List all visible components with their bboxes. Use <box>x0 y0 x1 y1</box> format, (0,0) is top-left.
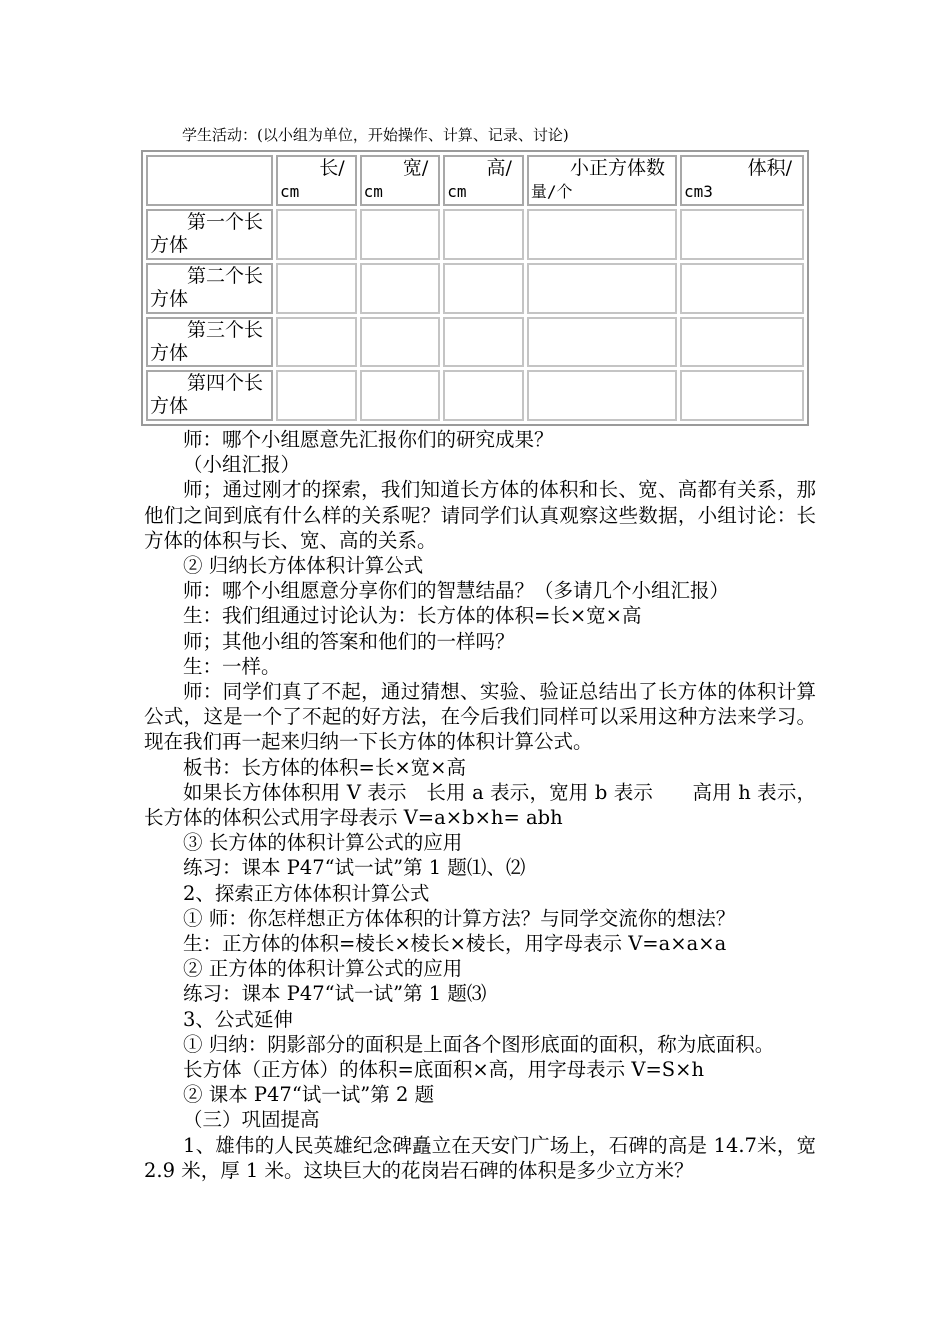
empty-cell <box>276 317 357 368</box>
lesson-body <box>144 427 816 1183</box>
header-cell-cube-count: 小正方体数 量/个 <box>527 155 677 206</box>
empty-cell <box>527 263 677 314</box>
empty-cell <box>443 317 524 368</box>
header-corner-cell <box>146 155 273 206</box>
empty-cell <box>443 370 524 421</box>
paragraph: 2、探索正方体体积计算公式 <box>183 881 430 905</box>
paragraph: 师：哪个小组愿意分享你们的智慧结晶？（多请几个小组汇报） <box>183 579 730 603</box>
paragraph: ① 归纳：阴影部分的面积是上面各个图形底面的面积，称为底面积。 <box>183 1032 775 1056</box>
empty-cell <box>527 209 677 260</box>
empty-cell <box>680 370 804 421</box>
paragraph: 生：我们组通过讨论认为：长方体的体积=长×宽×高 <box>183 604 642 628</box>
paragraph: 师；其他小组的答案和他们的一样吗？ <box>183 629 515 653</box>
table-row <box>146 370 804 421</box>
record-table <box>141 150 809 426</box>
paragraph: ③ 长方体的体积计算公式的应用 <box>183 831 463 855</box>
table-row <box>146 317 804 368</box>
empty-cell <box>360 317 441 368</box>
paragraph: ② 正方体的体积计算公式的应用 <box>183 957 463 981</box>
header-cell-volume: 体积/ cm3 <box>680 155 804 206</box>
row-label-cell: 第二个长 方体 <box>146 263 273 314</box>
empty-cell <box>680 209 804 260</box>
empty-cell <box>527 317 677 368</box>
table-row <box>146 263 804 314</box>
paragraph: 长方体（正方体）的体积=底面积×高，用字母表示 V=S×h <box>183 1058 705 1082</box>
empty-cell <box>276 263 357 314</box>
table-header-row <box>146 155 804 206</box>
paragraph: 生：一样。 <box>183 654 281 678</box>
empty-cell <box>360 263 441 314</box>
paragraph: 练习：课本 P47“试一试”第 1 题⑶ <box>183 982 487 1006</box>
empty-cell <box>680 263 804 314</box>
paragraph: （小组汇报） <box>183 453 301 477</box>
paragraph: 练习：课本 P47“试一试”第 1 题⑴、⑵ <box>183 856 526 880</box>
empty-cell <box>680 317 804 368</box>
row-label-cell: 第一个长 方体 <box>146 209 273 260</box>
paragraph: （三）巩固提高 <box>183 1108 320 1132</box>
header-cell-height: 高/ cm <box>443 155 524 206</box>
header-cell-length: 长/ cm <box>276 155 357 206</box>
paragraph: ② 课本 P47“试一试”第 2 题 <box>183 1083 435 1107</box>
paragraph: 板书：长方体的体积=长×宽×高 <box>183 755 467 779</box>
empty-cell <box>527 370 677 421</box>
paragraph: ② 归纳长方体体积计算公式 <box>183 554 424 578</box>
row-label-cell: 第三个长 方体 <box>146 317 273 368</box>
header-cell-width: 宽/ cm <box>360 155 441 206</box>
empty-cell <box>276 209 357 260</box>
empty-cell <box>360 209 441 260</box>
table-row <box>146 209 804 260</box>
empty-cell <box>276 370 357 421</box>
paragraph: 师；通过刚才的探索，我们知道长方体的体积和长、宽、高都有关系，那他们之间到底有什么样的关系呢？请同学们认真观察这些数据，小组讨论：长方体的体积与长、宽、高的关系。 <box>144 478 816 552</box>
empty-cell <box>360 370 441 421</box>
paragraph: 师：哪个小组愿意先汇报你们的研究成果？ <box>183 428 554 451</box>
empty-cell <box>443 209 524 260</box>
paragraph: ① 师：你怎样想正方体体积的计算方法？与同学交流你的想法？ <box>183 906 736 930</box>
row-label-cell: 第四个长 方体 <box>146 370 273 421</box>
paragraph: 3、公式延伸 <box>183 1007 293 1031</box>
paragraph: 如果长方体体积用 V 表示 长用 a 表示，宽用 b 表示 高用 h 表示，长方体的体积公式用字母表示 V=a×b×h= abh <box>144 780 816 830</box>
paragraph: 师：同学们真了不起，通过猜想、实验、验证总结出了长方体的体积计算公式，这是一个了不起的好方法，在今后我们同样可以采用这种方法来学习。现在我们再一起来归纳一下长方体的体积计算公式。 <box>144 680 816 754</box>
paragraph: 生：正方体的体积=棱长×棱长×棱长，用字母表示 V=a×a×a <box>183 932 727 956</box>
empty-cell <box>443 263 524 314</box>
paragraph: 1、雄伟的人民英雄纪念碑矗立在天安门广场上，石碑的高是 14.7米，宽 2.9 米，厚 1 米。这块巨大的花岗岩石碑的体积是多少立方米？ <box>144 1133 816 1182</box>
student-activity-line: 学生活动：(以小组为单位，开始操作、计算、记录、讨论) <box>182 126 569 144</box>
